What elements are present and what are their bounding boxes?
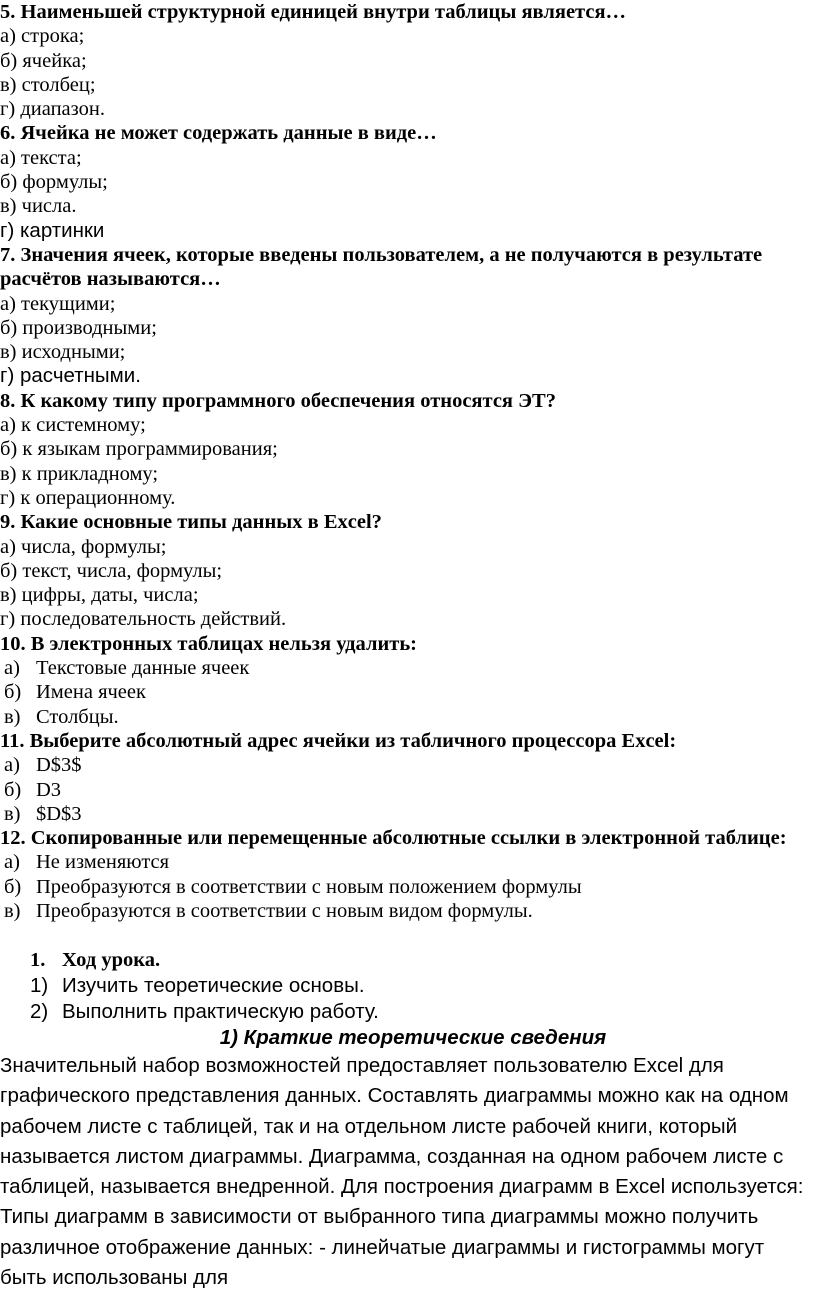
question-7 xyxy=(0,243,816,389)
step-number: 2) xyxy=(30,1000,49,1024)
question-5 xyxy=(0,0,816,121)
answer-option: а) текста; xyxy=(0,146,82,169)
question-title: 8. К какому типу программного обеспечения относятся ЭТ? xyxy=(0,389,556,412)
answer-option: в) исходными; xyxy=(0,341,126,364)
answer-option xyxy=(0,899,816,923)
option-text: $D$3 xyxy=(36,802,82,825)
question-title: 10. В электронных таблицах нельзя удалить: xyxy=(0,632,417,655)
question-8 xyxy=(0,389,816,510)
option-label: б) xyxy=(4,681,22,704)
answer-option: г) картинки xyxy=(0,218,105,242)
option-text: Текстовые данные ячеек xyxy=(36,657,250,680)
question-title: 5. Наименьшей структурной единицей внутри таблицы является… xyxy=(0,1,627,23)
answer-option: в) числа. xyxy=(0,195,77,218)
question-12 xyxy=(0,826,816,923)
answer-option xyxy=(0,656,816,680)
question-title: 9. Какие основные типы данных в Excel? xyxy=(0,511,382,534)
option-label: в) xyxy=(4,705,21,728)
theory-paragraph: Значительный набор возможностей предоставляет пользователю Excel для графического представления данных. Составлять диаграммы можно как на одном рабочем листе с таблицей, так и на отдельном листе рабочей книги, который называется листом диаграммы. Диаграмма, созданная на одном рабочем листе с таблицей, называется внедренной. Для построения диаграмм в Excel используется: Типы диаграмм в зависимости от выбранного типа диаграммы можно получить различное отображение данных: - линейчатые диаграммы и гистограммы могут быть использованы для xyxy=(0,1054,804,1289)
heading-number: 1. xyxy=(30,949,46,972)
option-label: а) xyxy=(4,657,20,680)
option-text: D3 xyxy=(36,778,62,801)
answer-option: а) текущими; xyxy=(0,292,116,315)
answer-option xyxy=(0,705,816,729)
step-text: Изучить теоретические основы. xyxy=(62,974,365,998)
answer-option xyxy=(0,680,816,704)
lesson-step xyxy=(0,973,816,999)
question-11 xyxy=(0,729,816,826)
option-label: в) xyxy=(4,899,21,922)
answer-option xyxy=(0,802,816,826)
answer-option xyxy=(0,875,816,899)
question-title: 7. Значения ячеек, которые введены пользователем, а не получаются в результате расчётов называются… xyxy=(0,243,763,291)
question-9 xyxy=(0,510,816,631)
answer-option: б) ячейка; xyxy=(0,49,87,72)
answer-option: г) последовательность действий. xyxy=(0,608,287,631)
question-title: 12. Скопированные или перемещенные абсолютные ссылки в электронной таблице: xyxy=(0,827,787,850)
step-number: 1) xyxy=(30,974,49,998)
option-label: а) xyxy=(4,851,20,874)
answer-option: а) строка; xyxy=(0,25,85,48)
question-6 xyxy=(0,121,816,242)
option-text: Имена ячеек xyxy=(36,681,146,704)
answer-option: в) столбец; xyxy=(0,73,96,96)
option-label: б) xyxy=(4,778,22,801)
option-label: а) xyxy=(4,754,20,777)
spacer xyxy=(0,923,816,947)
answer-option: а) числа, формулы; xyxy=(0,535,167,558)
answer-option: г) расчетными. xyxy=(0,364,141,388)
answer-option: б) текст, числа, формулы; xyxy=(0,559,223,582)
answer-option: б) формулы; xyxy=(0,171,108,194)
answer-option: б) производными; xyxy=(0,316,157,339)
question-title: 6. Ячейка не может содержать данные в виде… xyxy=(0,122,437,145)
answer-option xyxy=(0,850,816,874)
answer-option: б) к языкам программирования; xyxy=(0,438,278,461)
option-text: Преобразуются в соответствии с новым видом формулы. xyxy=(36,899,533,922)
question-10 xyxy=(0,632,816,729)
option-text: Столбцы. xyxy=(36,705,119,728)
answer-option xyxy=(0,778,816,802)
lesson-heading xyxy=(0,947,816,973)
heading-text: Ход урока. xyxy=(62,949,161,972)
lesson-plan xyxy=(0,947,816,1293)
step-text: Выполнить практическую работу. xyxy=(62,1000,379,1024)
lesson-step xyxy=(0,999,816,1025)
answer-option: г) диапазон. xyxy=(0,98,105,121)
option-label: б) xyxy=(4,875,22,898)
option-text: Не изменяются xyxy=(36,851,170,874)
answer-option: г) к операционному. xyxy=(0,486,176,509)
option-label: в) xyxy=(4,802,21,825)
option-text: D$3$ xyxy=(36,754,82,777)
answer-option: а) к системному; xyxy=(0,414,146,437)
answer-option xyxy=(0,753,816,777)
section-title: 1) Краткие теоретические сведения xyxy=(219,1026,607,1050)
option-text: Преобразуются в соответствии с новым положением формулы xyxy=(36,875,582,898)
question-title: 11. Выберите абсолютный адрес ячейки из табличного процессора Excel: xyxy=(0,729,677,752)
answer-option: в) к прикладному; xyxy=(0,462,159,485)
answer-option: в) цифры, даты, числа; xyxy=(0,584,199,607)
